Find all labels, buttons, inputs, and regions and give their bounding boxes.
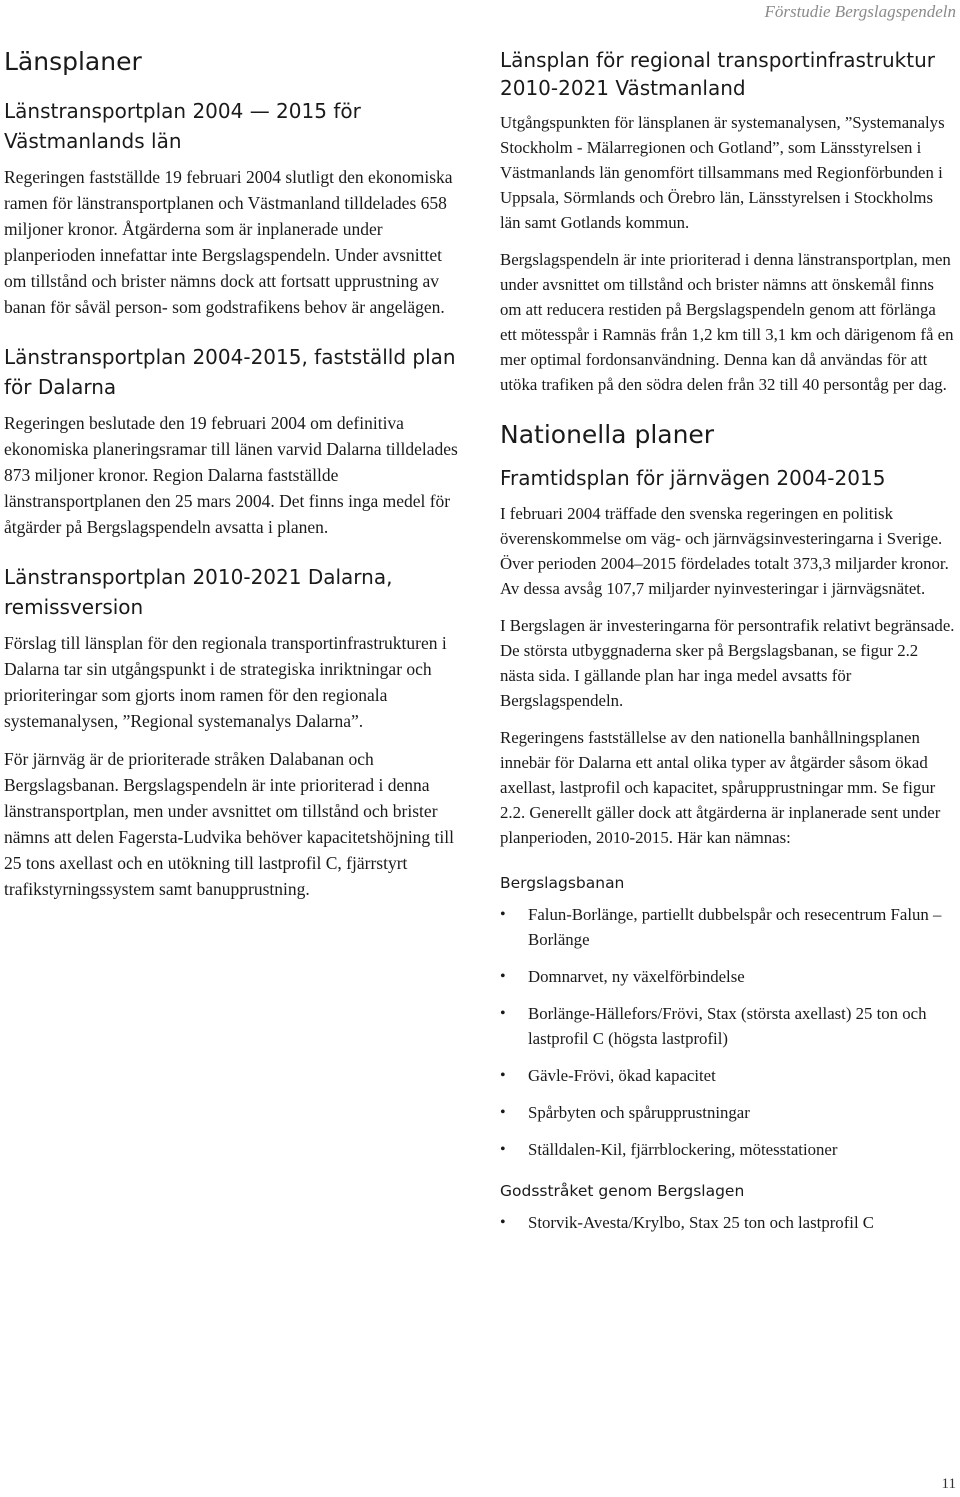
list-item: • Falun-Borlänge, partiellt dubbelspår och resecentrum Falun – Borlänge (500, 902, 956, 952)
heading-framtidsplan: Framtidsplan för järnvägen 2004-2015 (500, 466, 886, 490)
bullet-icon: • (500, 1104, 506, 1121)
list-bergslagsbanan (500, 902, 956, 1162)
paragraph-dalarna-2010-a: Förslag till länsplan för den regionala transportinfrastrukturen i Dalarna tar sin utgångspunkt i de strategiska inriktningar och prioriteringar som gjorts inom ramen för den regionala systemanalysen, ”Regional systemanalys Dalarna”. (4, 633, 447, 731)
list-item: • Gävle-Frövi, ökad kapacitet (500, 1063, 956, 1088)
running-header: Förstudie Bergslagspendeln (764, 2, 956, 21)
paragraph-dalarna-2010-b: För järnväg är de prioriterade stråken Dalabanan och Bergslagsbanan. Bergslagspendeln är inte prioriterad i denna länstransportplan, men under avsnittet om tillstånd och brister nämns att delen Fagersta-Ludvika behöver kapacitetshöjning till 25 tons axellast och en utökning till lastprofil C, fjärrstyrt trafikstyrningssystem samt banupprustning. (4, 749, 455, 899)
list-item: • Storvik-Avesta/Krylbo, Stax 25 ton och lastprofil C (500, 1210, 956, 1235)
bullet-icon: • (500, 1005, 506, 1022)
section-title-nationella: Nationella planer (500, 420, 715, 449)
bullet-icon: • (500, 906, 506, 923)
list-item: • Domnarvet, ny växelförbindelse (500, 964, 956, 989)
paragraph-vastmanland-2010-a: Utgångspunkten för länsplanen är systemanalysen, ”Systemanalys Stockholm - Mälarregionen och Gotland”, som Länsstyrelsen i Västmanlands län genomfört tillsammans med Regionförbunden i Uppsala, Sörmlands och Örebro län, Länsstyrelsen i Stockholms län samt Gotlands kommun. (500, 113, 945, 232)
paragraph-framtidsplan-b: I Bergslagen är investeringarna för persontrafik relativt begränsade. De största utbyggnaderna sker på Bergslagsbanan, se figur 2.2 nästa sida. I gällande plan har inga medel avsatts för Bergslagspendeln. (500, 616, 955, 710)
heading-vastmanland-2010: Länsplan för regional transportinfrastruktur 2010-2021 Västmanland (500, 48, 935, 100)
heading-dalarna-2004: Länstransportplan 2004-2015, fastställd plan för Dalarna (4, 345, 456, 399)
list-item: • Ställdalen-Kil, fjärrblockering, mötesstationer (500, 1137, 956, 1162)
left-column (4, 46, 466, 902)
paragraph-vastmanland-2004: Regeringen fastställde 19 februari 2004 slutligt den ekonomiska ramen för länstransportplanen och Västmanland tilldelades 658 miljoner kronor. Åtgärderna som är inplanerade under planperioden innefattar inte Bergslagspendeln. Under avsnittet om tillstånd och brister nämns dock att fortsatt upprustning av banan för såväl person- som godstrafikens behov är angelägen. (4, 167, 453, 317)
bullet-icon: • (500, 968, 506, 985)
paragraph-framtidsplan-a: I februari 2004 träffade den svenska regeringen en politisk överenskommelse om väg- och järnvägsinvesteringarna i Sverige. Över perioden 2004–2015 fördelades totalt 373,3 miljarder kronor. Av dessa avsåg 107,7 miljarder nyinvesteringar i järnvägsnätet. (500, 504, 949, 598)
list-heading-bergslagsbanan: Bergslagsbanan (500, 874, 625, 892)
bullet-icon: • (500, 1214, 506, 1231)
heading-dalarna-2010: Länstransportplan 2010-2021 Dalarna, remissversion (4, 565, 393, 619)
list-godsstraket (500, 1210, 956, 1235)
paragraph-vastmanland-2010-b: Bergslagspendeln är inte prioriterad i denna länstransportplan, men under avsnittet om tillstånd och brister nämns att önskemål finns om att reducera restiden på Bergslagspendeln genom att förlänga ett mötesspår i Ramnäs från 1,2 km till 3,1 km och därigenom få en mer optimal fordonsanvändning. Denna kan då användas för att utöka trafiken på den södra delen från 32 till 40 persontåg per dag. (500, 250, 954, 394)
list-item: • Spårbyten och spårupprustningar (500, 1100, 956, 1125)
list-item: • Borlänge-Hällefors/Frövi, Stax (största axellast) 25 ton och lastprofil C (högsta lastprofil) (500, 1001, 956, 1051)
section-title-lansplaner: Länsplaner (4, 47, 142, 76)
paragraph-dalarna-2004: Regeringen beslutade den 19 februari 2004 om definitiva ekonomiska planeringsramar till länen varvid Dalarna tilldelades 873 miljoner kronor. Region Dalarna fastställde länstransportplanen den 25 mars 2004. Det finns inga medel för åtgärder på Bergslagspendeln avsatta i planen. (4, 413, 458, 537)
right-column (500, 46, 956, 1247)
page-number: 11 (941, 1476, 956, 1492)
bullet-icon: • (500, 1067, 506, 1084)
heading-vastmanland-2004: Länstransportplan 2004 — 2015 för Västmanlands län (4, 99, 361, 153)
list-heading-godsstraket: Godsstråket genom Bergslagen (500, 1182, 745, 1200)
bullet-icon: • (500, 1141, 506, 1158)
paragraph-framtidsplan-c: Regeringens fastställelse av den nationella banhållningsplanen innebär för Dalarna ett antal olika typer av åtgärder såsom ökad axellast, lastprofil och kapacitet, spårupprustningar mm. Se figur 2.2. Generellt gäller dock att åtgärderna är inplanerade sent under planperioden, 2010-2015. Här kan nämnas: (500, 728, 941, 847)
